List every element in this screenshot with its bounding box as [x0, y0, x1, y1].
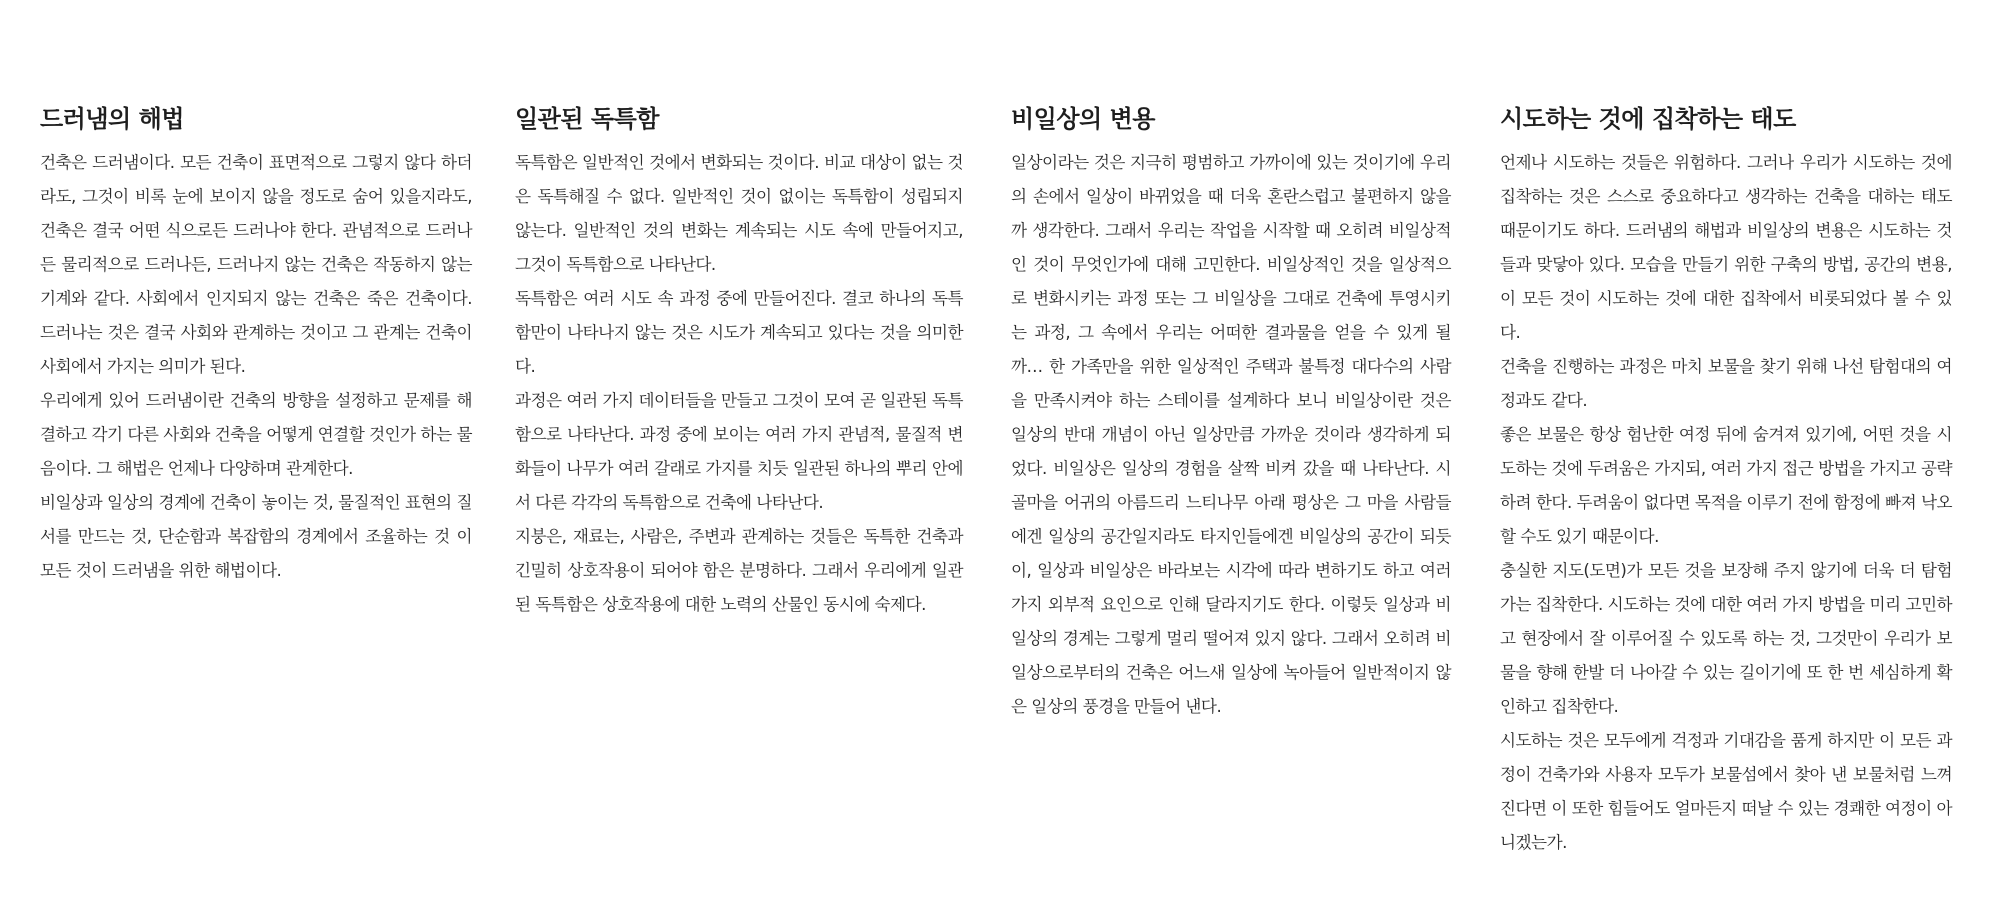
paragraph: 시도하는 것은 모두에게 걱정과 기대감을 품게 하지만 이 모든 과정이 건축가와 사용자 모두가 보물섬에서 찾아 낸 보물처럼 느껴진다면 이 또한 힘들어도 얼마든지 떠날 수 있는 경쾌한 여정이 아니겠는가. [1500, 731, 1952, 852]
paragraph: 건축을 진행하는 과정은 마치 보물을 찾기 위해 나선 탐험대의 여정과도 같다. [1500, 357, 1952, 410]
paragraph: 충실한 지도(도면)가 모든 것을 보장해 주지 않기에 더욱 더 탐험가는 집착한다. 시도하는 것에 대한 여러 가지 방법을 미리 고민하고 현장에서 잘 이루어질 수 있도록 하는 것, 그것만이 우리가 보물을 향해 한발 더 나아갈 수 있는 길이기에 또 한 번 세심하게 확인하고 집착한다. [1500, 561, 1952, 716]
column-title: 시도하는 것에 집착하는 태도 [1500, 105, 1796, 133]
column-consistent-uniqueness [515, 104, 963, 622]
column-title: 비일상의 변용 [1011, 105, 1155, 133]
column-title: 드러냄의 해법 [40, 105, 184, 133]
paragraph: 지붕은, 재료는, 사람은, 주변과 관계하는 것들은 독특한 건축과 긴밀히 상호작용이 되어야 함은 분명하다. 그래서 우리에게 일관된 독특함은 상호작용에 대한 노력의 산물인 동시에 숙제다. [515, 527, 963, 614]
column-title: 일관된 독특함 [515, 105, 659, 133]
paragraph: 독특함은 여러 시도 속 과정 중에 만들어진다. 결코 하나의 독특함만이 나타나지 않는 것은 시도가 계속되고 있다는 것을 의미한다. [515, 289, 963, 376]
paragraph: 언제나 시도하는 것들은 위험하다. 그러나 우리가 시도하는 것에 집착하는 것은 스스로 중요하다고 생각하는 건축을 대하는 태도 때문이기도 하다. 드러냄의 해법과 비일상의 변용은 시도하는 것들과 맞닿아 있다. 모습을 만들기 위한 구축의 방법, 공간의 변용, 이 모든 것이 시도하는 것에 대한 집착에서 비롯되었다 볼 수 있다. [1500, 153, 1952, 342]
column-non-everyday-transformation [1011, 104, 1451, 724]
paragraph: 과정은 여러 가지 데이터들을 만들고 그것이 모여 곧 일관된 독특함으로 나타난다. 과정 중에 보이는 여러 가지 관념적, 물질적 변화들이 나무가 여러 갈래로 가지를 치듯 일관된 하나의 뿌리 안에서 다른 각각의 독특함으로 건축에 나타난다. [515, 391, 963, 512]
paragraph: 우리에게 있어 드러냄이란 건축의 방향을 설정하고 문제를 해결하고 각기 다른 사회와 건축을 어떻게 연결할 것인가 하는 물음이다. 그 해법은 언제나 다양하며 관계한다. [40, 391, 472, 478]
paragraph: 건축은 드러냄이다. 모든 건축이 표면적으로 그렇지 않다 하더라도, 그것이 비록 눈에 보이지 않을 정도로 숨어 있을지라도, 건축은 결국 어떤 식으로든 드러나야 한다. 관념적으로 드러나든 물리적으로 드러나든, 드러나지 않는 건축은 작동하지 않는 기계와 같다. 사회에서 인지되지 않는 건축은 죽은 건축이다. 드러나는 것은 결국 사회와 관계하는 것이고 그 관계는 건축이 사회에서 가지는 의미가 된다. [40, 153, 472, 376]
paragraph: 좋은 보물은 항상 험난한 여정 뒤에 숨겨져 있기에, 어떤 것을 시도하는 것에 두려움은 가지되, 여러 가지 접근 방법을 가지고 공략하려 한다. 두려움이 없다면 목적을 이루기 전에 함정에 빠져 낙오할 수도 있기 때문이다. [1500, 425, 1952, 546]
paragraph: 일상이라는 것은 지극히 평범하고 가까이에 있는 것이기에 우리의 손에서 일상이 바뀌었을 때 더욱 혼란스럽고 불편하지 않을까 생각한다. 그래서 우리는 작업을 시작할 때 오히려 비일상적인 것이 무엇인가에 대해 고민한다. 비일상적인 것을 일상적으로 변화시키는 과정 또는 그 비일상을 그대로 건축에 투영시키는 과정, 그 속에서 우리는 어떠한 결과물을 얻을 수 있게 될까… 한 가족만을 위한 일상적인 주택과 불특정 대다수의 사람을 만족시켜야 하는 스테이를 설계하다 보니 비일상이란 것은 일상의 반대 개념이 아닌 일상만큼 가까운 것이라 생각하게 되었다. 비일상은 일상의 경험을 살짝 비켜 갔을 때 나타난다. 시골마을 어귀의 아름드리 느티나무 아래 평상은 그 마을 사람들에겐 일상의 공간일지라도 타지인들에겐 비일상의 공간이 되듯이, 일상과 비일상은 바라보는 시각에 따라 변하기도 하고 여러 가지 외부적 요인으로 인해 달라지기도 한다. 이렇듯 일상과 비일상의 경계는 그렇게 멀리 떨어져 있지 않다. 그래서 오히려 비일상으로부터의 건축은 어느새 일상에 녹아들어 일반적이지 않은 일상의 풍경을 만들어 낸다. [1011, 153, 1451, 716]
paragraph: 비일상과 일상의 경계에 건축이 놓이는 것, 물질적인 표현의 질서를 만드는 것, 단순함과 복잡함의 경계에서 조율하는 것 이 모든 것이 드러냄을 위한 해법이다. [40, 493, 472, 580]
column-attitude-of-attempting [1500, 104, 1952, 860]
paragraph: 독특함은 일반적인 것에서 변화되는 것이다. 비교 대상이 없는 것은 독특해질 수 없다. 일반적인 것이 없이는 독특함이 성립되지 않는다. 일반적인 것의 변화는 계속되는 시도 속에 만들어지고, 그것이 독특함으로 나타난다. [515, 153, 963, 274]
column-drereonaem [40, 104, 472, 588]
